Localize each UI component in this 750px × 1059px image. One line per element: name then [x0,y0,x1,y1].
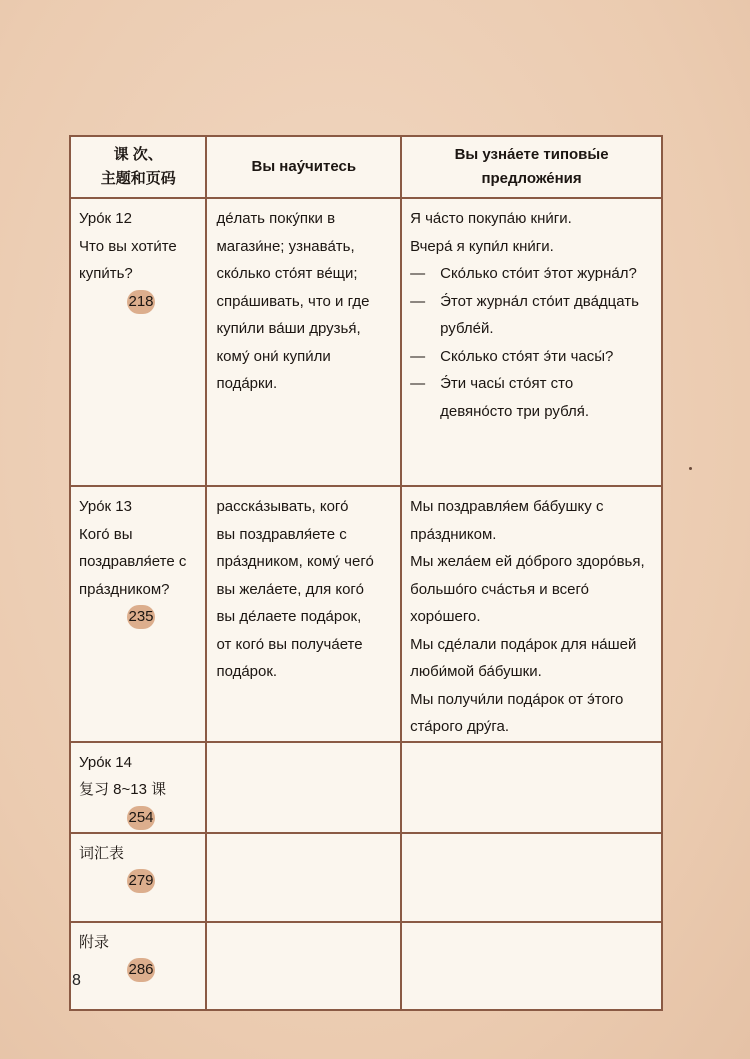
skill-line: пода́рки. [216,375,278,392]
sentence-line: Я ча́сто покупа́ю кни́ги. [410,210,572,227]
header-you-will-learn: Вы нау́читесь [206,136,401,198]
table-row [70,742,662,833]
lesson-cell [70,742,206,833]
sentence-line: Мы поздравля́ем ба́бушку с [410,498,604,515]
lesson-cell [70,922,206,1010]
sentence-line: хоро́шего. [410,608,481,625]
skill-line: вы жела́ете, для кого́ [216,580,364,598]
dash-mark: — [410,265,426,282]
table-row [70,833,662,922]
page-badge[interactable]: 235 [127,605,155,629]
table-row [70,198,662,486]
header-lesson-topic-page [70,136,206,198]
lesson-cell [70,486,206,742]
skills-cell [206,198,401,486]
contents-table [69,135,663,1011]
skills-cell [206,833,401,922]
skill-line: от кого́ вы получа́ете [216,635,363,653]
dialogue-line [410,288,661,316]
sentences-cell [401,486,662,742]
skill-line: де́лать поку́пки в [216,210,336,227]
table-row [70,486,662,742]
sentences-cell [401,922,662,1010]
page-badge[interactable]: 286 [127,958,155,982]
table-header-row [70,136,662,198]
skill-line: вы де́лаете пода́рок, [216,608,362,625]
sentence-line: рубле́й. [440,320,494,337]
skill-line: магази́не; узнава́ть, [216,237,355,255]
sentence-line: Мы жела́ем ей до́брого здоро́вья, [410,553,645,570]
page-badge[interactable]: 218 [127,290,155,314]
lesson-number: Уро́к 12 [79,210,132,227]
lesson-title-line: купи́ть? [79,265,133,282]
skills-cell [206,922,401,1010]
lesson-title-line: 复习 8~13 课 [79,781,167,798]
sentence-line: Мы получи́ли пода́рок от э́того [410,690,624,708]
sentence-line: Вчера́ я купи́л кни́ги. [410,237,554,255]
lesson-title-line: поздравля́ете с [79,553,187,570]
skill-line: купи́ли ва́ши друзья́, [216,320,361,337]
sentence-text: Э́тот журна́л сто́ит два́дцать [440,292,639,310]
sentence-text: Ско́лько сто́ят э́ти часы́? [440,347,614,365]
dialogue-line [410,370,661,398]
lesson-title-line: 附录 [79,933,110,951]
skill-line: вы поздравля́ете с [216,525,347,543]
skill-line: ско́лько сто́ят ве́щи; [216,265,358,282]
dash-mark: — [410,292,426,310]
table-row [70,922,662,1010]
sentence-line: большо́го сча́стья и всего́ [410,580,589,598]
lesson-cell [70,198,206,486]
sentence-line: Мы сде́лали пода́рок для на́шей [410,635,637,653]
skill-line: расска́зывать, кого́ [216,498,349,515]
header-col3-line2: предложе́ния [481,170,582,187]
header-col1-line1: 课 次、 [113,146,163,163]
skill-line: пра́здником, кому́ чего́ [216,553,374,570]
sentence-text: Э́ти часы́ сто́ят сто [440,375,574,392]
lesson-title-line: 词汇表 [79,844,125,862]
dialogue-line [410,260,661,288]
page-number: 8 [72,972,81,989]
page-badge[interactable]: 254 [127,806,155,830]
sentence-line: ста́рого дру́га. [410,718,510,735]
sentences-cell [401,833,662,922]
skill-line: кому́ они́ купи́ли [216,347,331,365]
dash-mark: — [410,347,426,365]
sentence-line: девяно́сто три рубля́. [440,402,590,420]
sentences-cell [401,198,662,486]
skill-line: пода́рок. [216,663,278,680]
skills-cell [206,486,401,742]
sentences-cell [401,742,662,833]
sentence-line: люби́мой ба́бушки. [410,663,542,680]
lesson-title-line: пра́здником? [79,580,170,598]
header-col1-line2: 主题和页码 [100,170,176,187]
lesson-title-line: Кого́ вы [79,525,133,543]
paper-speck [689,467,692,470]
lesson-number: Уро́к 14 [79,753,132,771]
lesson-title-line: Что вы хоти́те [79,237,177,255]
page-badge[interactable]: 279 [127,869,155,893]
dialogue-line [410,343,661,371]
skills-cell [206,742,401,833]
header-col3-line1: Вы узна́ете типовы́е [454,146,609,163]
header-typical-sentences [401,136,662,198]
sentence-text: Ско́лько сто́ит э́тот журна́л? [440,265,637,282]
skill-line: спра́шивать, что и где [216,292,370,310]
lesson-number: Уро́к 13 [79,498,132,515]
lesson-cell [70,833,206,922]
dash-mark: — [410,375,426,392]
sentence-line: пра́здником. [410,525,497,543]
